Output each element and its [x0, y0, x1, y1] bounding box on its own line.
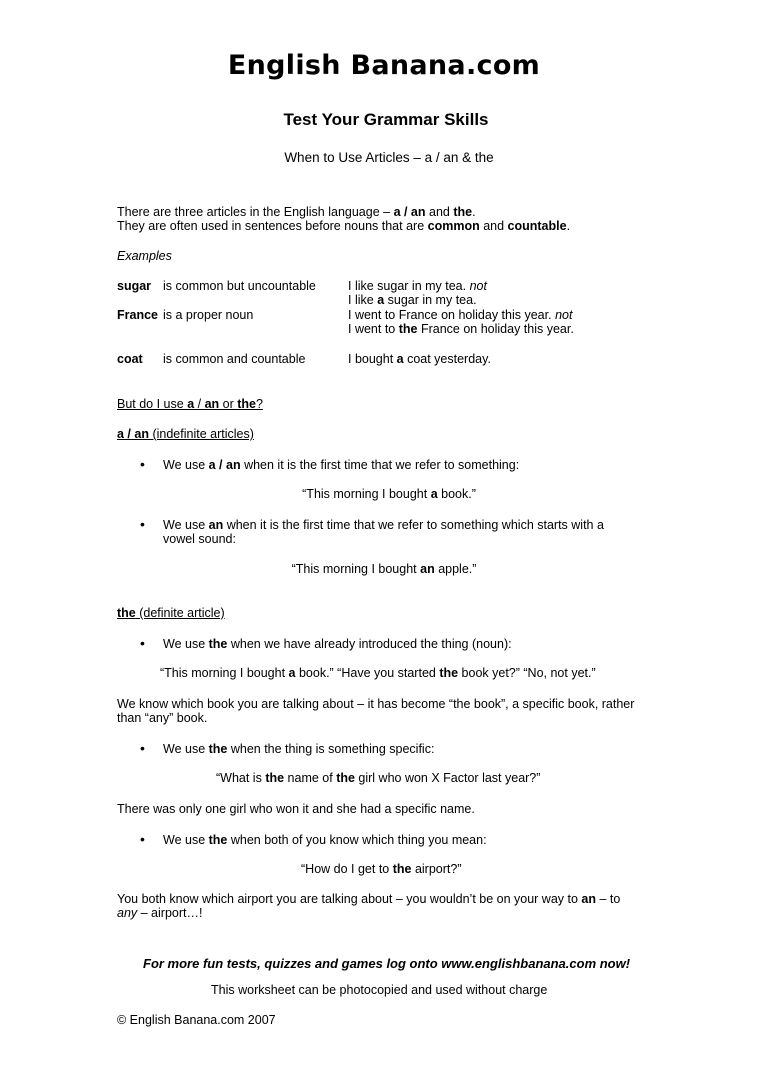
bullet-text: We use [163, 742, 209, 756]
intro-a-an: a / an [393, 205, 426, 219]
example-word-sugar: sugar [117, 279, 152, 293]
definite-quote-1 [160, 666, 596, 680]
quote-text: book.” “Have you started [295, 666, 440, 680]
bullet-text: We use [163, 458, 209, 472]
bullet-bold: the [208, 833, 228, 847]
promo-text: For more fun tests, quizzes and games log onto www.englishbanana.com now! [143, 956, 631, 971]
bullet-text: We use [163, 833, 209, 847]
example-text: France on holiday this year. [417, 322, 574, 336]
definite-heading [117, 606, 225, 620]
copyright: © English Banana.com 2007 [117, 1013, 276, 1027]
example-text: I like [348, 293, 378, 307]
example-desc-france: is a proper noun [163, 308, 254, 322]
example-sugar-line-2 [348, 293, 477, 307]
para-bold: an [581, 892, 597, 906]
quote-bold: an [420, 562, 435, 576]
indefinite-heading-text: (indefinite articles) [148, 427, 254, 441]
bullet-bold: a / an [208, 458, 241, 472]
definite-para-2: There was only one girl who won it and she had a specific name. [117, 802, 475, 816]
example-france-line-2 [348, 322, 574, 336]
example-bold: a [377, 293, 385, 307]
bullet-text: when the thing is something specific: [227, 742, 435, 756]
quote-text: book yet?” “No, not yet.” [458, 666, 596, 680]
example-text: I like sugar in my tea. [348, 279, 470, 293]
example-bold: the [398, 322, 418, 336]
intro-the: the [453, 205, 473, 219]
bullet-icon: • [140, 740, 145, 756]
intro-text: and [425, 205, 454, 219]
quote-text: name of [284, 771, 337, 785]
definite-quote-2 [216, 771, 540, 785]
bullet-text: when it is the first time that we refer to something: [240, 458, 520, 472]
example-desc-coat: is common and countable [163, 352, 306, 366]
bullet-icon: • [140, 516, 145, 532]
question-an: an [204, 397, 220, 411]
indefinite-bullet-2-line-2: vowel sound: [163, 532, 236, 546]
intro-text: . [472, 205, 476, 219]
quote-bold: the [392, 862, 412, 876]
bullet-text: We use [163, 637, 209, 651]
intro-text: . [566, 219, 571, 233]
quote-bold: the [439, 666, 459, 680]
definite-para-1-line-1: We know which book you are talking about – it has become “the book”, a specific book, rather [117, 697, 635, 711]
definite-bullet-3 [163, 833, 487, 847]
example-not: not [469, 279, 487, 293]
page-subtitle: When to Use Articles – a / an & the [284, 150, 494, 165]
example-bold: a [396, 352, 404, 366]
quote-text: book.” [437, 487, 476, 501]
bullet-text: We use [163, 518, 209, 532]
example-text: coat yesterday. [403, 352, 491, 366]
question-text: / [194, 397, 205, 411]
para-text: – to [596, 892, 621, 906]
intro-text: They are often used in sentences before nouns that are [117, 219, 428, 233]
quote-text: “This morning I bought [291, 562, 421, 576]
question-text: But do I use [117, 397, 188, 411]
indefinite-heading-bold: a / an [117, 427, 149, 441]
bullet-icon: • [140, 831, 145, 847]
question-text: or [219, 397, 238, 411]
para-text: You both know which airport you are talking about – you wouldn’t be on your way to [117, 892, 582, 906]
example-coat-line-1 [348, 352, 491, 366]
bullet-text: when we have already introduced the thing (noun): [227, 637, 512, 651]
definite-heading-bold: the [117, 606, 136, 620]
definite-bullet-2 [163, 742, 434, 756]
indefinite-heading [117, 427, 254, 441]
example-sugar-line-1 [348, 279, 487, 293]
question-a: a [187, 397, 195, 411]
intro-line-1 [117, 205, 476, 219]
bullet-bold: an [208, 518, 224, 532]
quote-text: “This morning I bought [302, 487, 431, 501]
intro-text: There are three articles in the English language – [117, 205, 394, 219]
quote-text: “How do I get to [301, 862, 393, 876]
example-text: sugar in my tea. [384, 293, 477, 307]
definite-para-3-line-2 [117, 906, 202, 920]
quote-text: girl who won X Factor last year?” [354, 771, 541, 785]
quote-bold: the [265, 771, 285, 785]
intro-common: common [427, 219, 480, 233]
quote-bold: the [336, 771, 355, 785]
bullet-bold: the [208, 637, 228, 651]
example-desc-sugar: is common but uncountable [163, 279, 316, 293]
intro-countable: countable [507, 219, 567, 233]
example-word-france: France [117, 308, 158, 322]
intro-text: and [479, 219, 508, 233]
bullet-text: when both of you know which thing you mean: [227, 833, 487, 847]
bullet-bold: the [208, 742, 228, 756]
example-france-line-1 [348, 308, 572, 322]
quote-bold: a [288, 666, 296, 680]
bullet-icon: • [140, 635, 145, 651]
question-text: ? [255, 397, 263, 411]
definite-heading-text: (definite article) [135, 606, 225, 620]
definite-para-3-line-1 [117, 892, 620, 906]
example-text: I went to [348, 322, 399, 336]
example-not: not [555, 308, 573, 322]
photocopy-note: This worksheet can be photocopied and used without charge [211, 983, 548, 997]
quote-text: apple.” [434, 562, 477, 576]
indefinite-quote-1 [0, 487, 768, 501]
bullet-icon: • [140, 456, 145, 472]
para-italic: any [117, 906, 138, 920]
definite-bullet-1 [163, 637, 512, 651]
intro-line-2 [117, 219, 570, 233]
indefinite-quote-2 [0, 562, 768, 576]
example-text: I bought [348, 352, 397, 366]
definite-para-1-line-2: than “any” book. [117, 711, 208, 725]
question-heading [117, 397, 263, 411]
examples-label: Examples [117, 249, 172, 263]
indefinite-bullet-1 [163, 458, 519, 472]
definite-quote-3 [301, 862, 462, 876]
quote-bold: a [430, 487, 438, 501]
example-text: I went to France on holiday this year. [348, 308, 556, 322]
quote-text: “What is [216, 771, 266, 785]
quote-text: airport?” [411, 862, 462, 876]
quote-text: “This morning I bought [160, 666, 289, 680]
bullet-text: when it is the first time that we refer to something which starts with a [223, 518, 604, 532]
indefinite-bullet-2 [163, 518, 604, 532]
para-text: – airport…! [137, 906, 203, 920]
question-the: the [237, 397, 256, 411]
logo: English Banana.com [227, 50, 541, 81]
page-title: Test Your Grammar Skills [283, 110, 489, 129]
example-word-coat: coat [117, 352, 143, 366]
